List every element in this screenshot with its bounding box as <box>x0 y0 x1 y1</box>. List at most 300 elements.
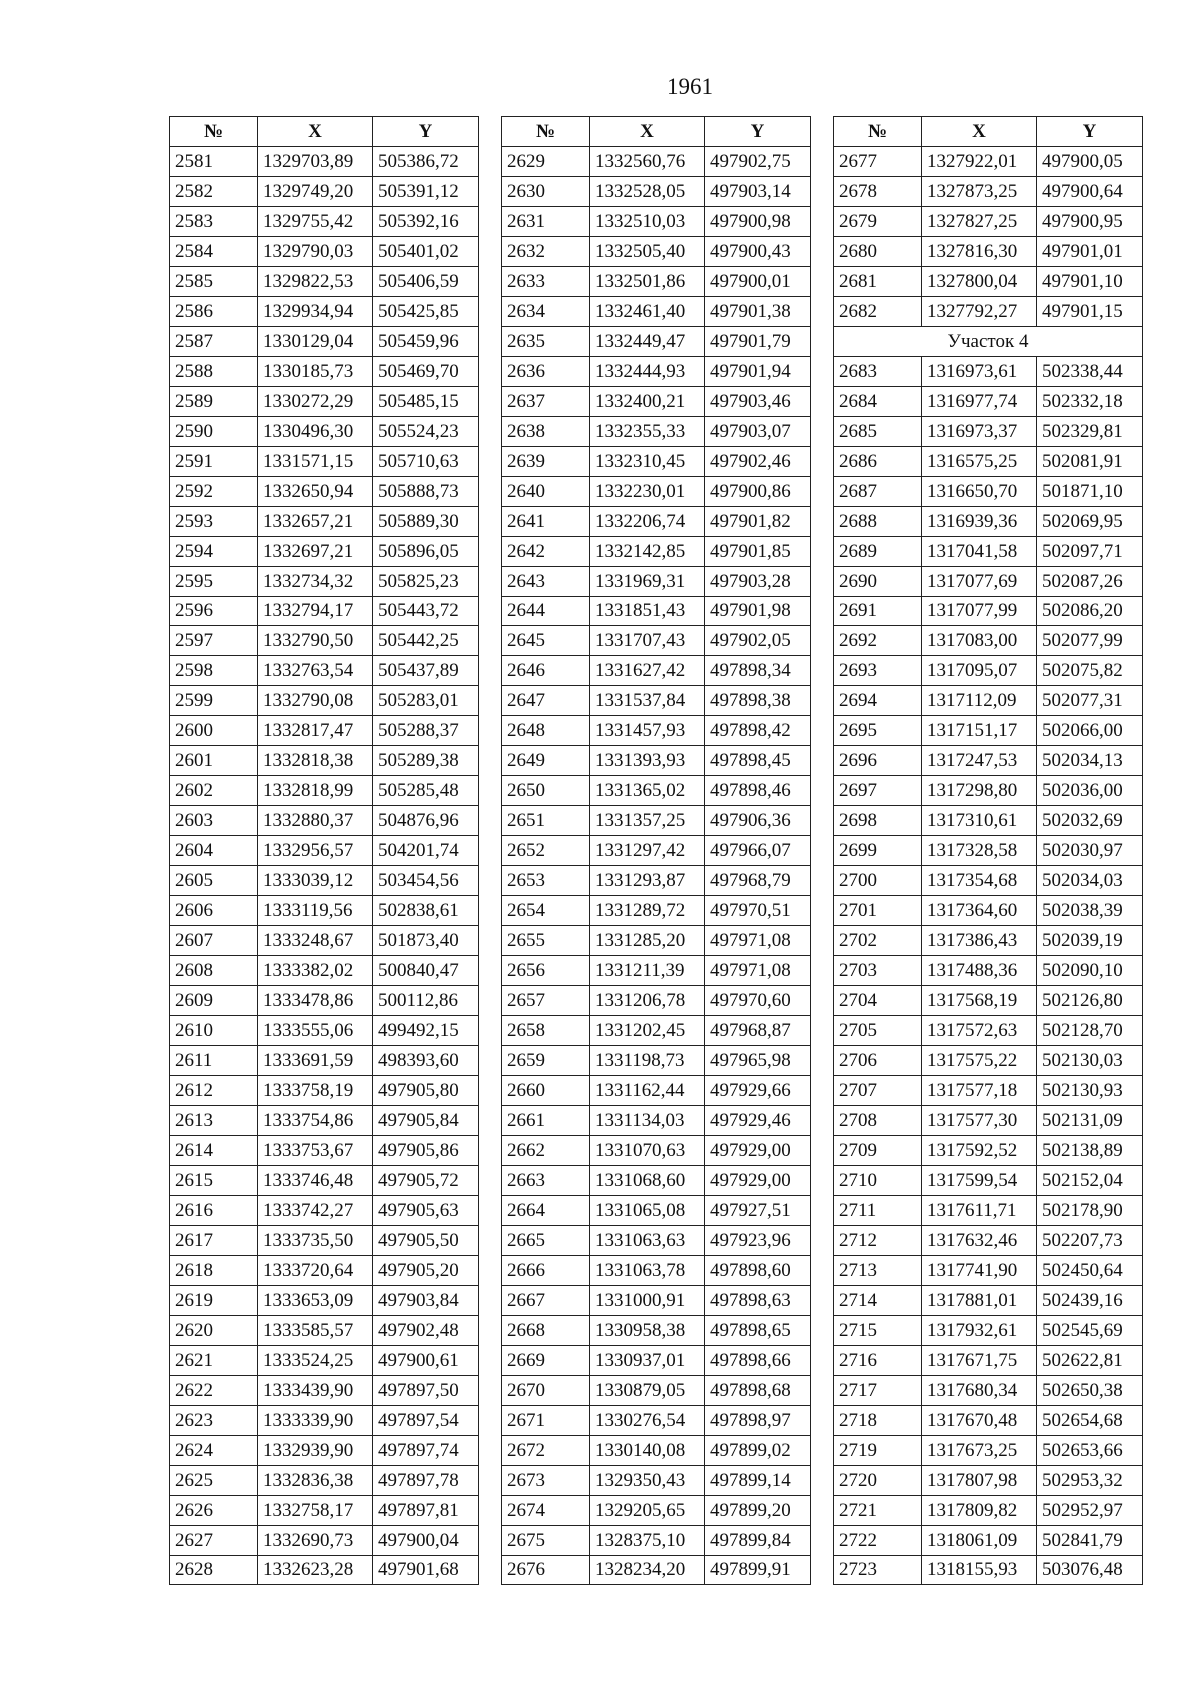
table-row <box>834 1016 1143 1046</box>
point-number: 2582 <box>170 176 258 206</box>
x-coordinate: 1317611,71 <box>922 1195 1037 1225</box>
point-number: 2632 <box>502 236 590 266</box>
y-coordinate: 497901,98 <box>705 596 811 626</box>
x-coordinate: 1332763,54 <box>258 656 373 686</box>
x-coordinate: 1331293,87 <box>590 866 705 896</box>
x-coordinate: 1332501,86 <box>590 266 705 296</box>
table-row <box>502 1345 811 1375</box>
point-number: 2710 <box>834 1165 922 1195</box>
x-coordinate: 1328234,20 <box>590 1555 705 1585</box>
point-number: 2691 <box>834 596 922 626</box>
y-coordinate: 497901,10 <box>1037 266 1143 296</box>
y-coordinate: 505425,85 <box>373 296 479 326</box>
y-coordinate: 505888,73 <box>373 476 479 506</box>
y-coordinate: 505391,12 <box>373 176 479 206</box>
table-row <box>170 446 479 476</box>
x-coordinate: 1330879,05 <box>590 1375 705 1405</box>
table-row <box>170 896 479 926</box>
x-coordinate: 1317488,36 <box>922 956 1037 986</box>
table-row <box>170 656 479 686</box>
x-coordinate: 1333524,25 <box>258 1345 373 1375</box>
table-row <box>834 1495 1143 1525</box>
x-coordinate: 1317673,25 <box>922 1435 1037 1465</box>
point-number: 2708 <box>834 1105 922 1135</box>
y-coordinate: 497903,28 <box>705 566 811 596</box>
y-coordinate: 502036,00 <box>1037 776 1143 806</box>
header-y: Y <box>373 117 479 147</box>
table-row <box>834 566 1143 596</box>
x-coordinate: 1331393,93 <box>590 746 705 776</box>
y-coordinate: 497929,66 <box>705 1076 811 1106</box>
point-number: 2651 <box>502 806 590 836</box>
table-row <box>170 1285 479 1315</box>
table-row <box>170 206 479 236</box>
y-coordinate: 505386,72 <box>373 146 479 176</box>
table-row <box>502 1375 811 1405</box>
point-number: 2675 <box>502 1525 590 1555</box>
x-coordinate: 1331206,78 <box>590 986 705 1016</box>
point-number: 2599 <box>170 686 258 716</box>
point-number: 2715 <box>834 1315 922 1345</box>
point-number: 2646 <box>502 656 590 686</box>
point-number: 2603 <box>170 806 258 836</box>
table-row <box>502 446 811 476</box>
y-coordinate: 502126,80 <box>1037 986 1143 1016</box>
x-coordinate: 1317670,48 <box>922 1405 1037 1435</box>
x-coordinate: 1316977,74 <box>922 386 1037 416</box>
y-coordinate: 497902,05 <box>705 626 811 656</box>
point-number: 2682 <box>834 296 922 326</box>
y-coordinate: 502653,66 <box>1037 1435 1143 1465</box>
point-number: 2587 <box>170 326 258 356</box>
point-number: 2649 <box>502 746 590 776</box>
point-number: 2689 <box>834 536 922 566</box>
y-coordinate: 497898,34 <box>705 656 811 686</box>
x-coordinate: 1317041,58 <box>922 536 1037 566</box>
y-coordinate: 497899,02 <box>705 1435 811 1465</box>
table-row <box>502 956 811 986</box>
x-coordinate: 1329350,43 <box>590 1465 705 1495</box>
table-row <box>834 806 1143 836</box>
table-row <box>834 266 1143 296</box>
x-coordinate: 1317310,61 <box>922 806 1037 836</box>
point-number: 2712 <box>834 1225 922 1255</box>
point-number: 2701 <box>834 896 922 926</box>
table-row <box>502 1555 811 1585</box>
y-coordinate: 497970,51 <box>705 896 811 926</box>
y-coordinate: 502034,03 <box>1037 866 1143 896</box>
y-coordinate: 497903,14 <box>705 176 811 206</box>
y-coordinate: 497900,04 <box>373 1525 479 1555</box>
point-number: 2666 <box>502 1255 590 1285</box>
x-coordinate: 1329822,53 <box>258 266 373 296</box>
y-coordinate: 502650,38 <box>1037 1375 1143 1405</box>
table-row <box>834 1195 1143 1225</box>
point-number: 2584 <box>170 236 258 266</box>
point-number: 2627 <box>170 1525 258 1555</box>
table-row <box>502 866 811 896</box>
y-coordinate: 497900,61 <box>373 1345 479 1375</box>
point-number: 2660 <box>502 1076 590 1106</box>
x-coordinate: 1331365,02 <box>590 776 705 806</box>
point-number: 2679 <box>834 206 922 236</box>
header-x: X <box>922 117 1037 147</box>
y-coordinate: 502077,99 <box>1037 626 1143 656</box>
x-coordinate: 1317083,00 <box>922 626 1037 656</box>
x-coordinate: 1329934,94 <box>258 296 373 326</box>
table-row <box>170 1016 479 1046</box>
x-coordinate: 1331357,25 <box>590 806 705 836</box>
table-row <box>170 566 479 596</box>
table-row <box>834 926 1143 956</box>
y-coordinate: 497898,68 <box>705 1375 811 1405</box>
header-number: № <box>170 117 258 147</box>
header-x: X <box>258 117 373 147</box>
y-coordinate: 505825,23 <box>373 566 479 596</box>
x-coordinate: 1331063,63 <box>590 1225 705 1255</box>
x-coordinate: 1331537,84 <box>590 686 705 716</box>
point-number: 2659 <box>502 1046 590 1076</box>
x-coordinate: 1332880,37 <box>258 806 373 836</box>
x-coordinate: 1331627,42 <box>590 656 705 686</box>
y-coordinate: 497899,20 <box>705 1495 811 1525</box>
y-coordinate: 502039,19 <box>1037 926 1143 956</box>
table-row <box>834 716 1143 746</box>
table-row <box>834 1076 1143 1106</box>
point-number: 2665 <box>502 1225 590 1255</box>
point-number: 2652 <box>502 836 590 866</box>
y-coordinate: 497897,78 <box>373 1465 479 1495</box>
point-number: 2640 <box>502 476 590 506</box>
point-number: 2583 <box>170 206 258 236</box>
point-number: 2650 <box>502 776 590 806</box>
point-number: 2656 <box>502 956 590 986</box>
x-coordinate: 1317671,75 <box>922 1345 1037 1375</box>
table-row <box>834 1315 1143 1345</box>
point-number: 2695 <box>834 716 922 746</box>
table-row <box>502 566 811 596</box>
y-coordinate: 497923,96 <box>705 1225 811 1255</box>
table-row <box>834 386 1143 416</box>
x-coordinate: 1332697,21 <box>258 536 373 566</box>
table-row <box>502 926 811 956</box>
x-coordinate: 1332758,17 <box>258 1495 373 1525</box>
table-row <box>502 146 811 176</box>
y-coordinate: 505283,01 <box>373 686 479 716</box>
point-number: 2704 <box>834 986 922 1016</box>
y-coordinate: 502128,70 <box>1037 1016 1143 1046</box>
y-coordinate: 505406,59 <box>373 266 479 296</box>
point-number: 2717 <box>834 1375 922 1405</box>
x-coordinate: 1331070,63 <box>590 1135 705 1165</box>
table-row <box>502 716 811 746</box>
point-number: 2629 <box>502 146 590 176</box>
table-row <box>502 776 811 806</box>
x-coordinate: 1317881,01 <box>922 1285 1037 1315</box>
point-number: 2719 <box>834 1435 922 1465</box>
point-number: 2625 <box>170 1465 258 1495</box>
table-row <box>502 476 811 506</box>
table-row <box>502 1105 811 1135</box>
table-row <box>170 1375 479 1405</box>
x-coordinate: 1332560,76 <box>590 146 705 176</box>
y-coordinate: 505710,63 <box>373 446 479 476</box>
y-coordinate: 497900,98 <box>705 206 811 236</box>
table-row <box>834 176 1143 206</box>
x-coordinate: 1317575,22 <box>922 1046 1037 1076</box>
point-number: 2711 <box>834 1195 922 1225</box>
y-coordinate: 502034,13 <box>1037 746 1143 776</box>
point-number: 2609 <box>170 986 258 1016</box>
point-number: 2707 <box>834 1076 922 1106</box>
table-row <box>170 746 479 776</box>
table-row <box>170 1195 479 1225</box>
point-number: 2677 <box>834 146 922 176</box>
table-row <box>834 1405 1143 1435</box>
point-number: 2624 <box>170 1435 258 1465</box>
x-coordinate: 1333720,64 <box>258 1255 373 1285</box>
y-coordinate: 497903,07 <box>705 416 811 446</box>
point-number: 2674 <box>502 1495 590 1525</box>
x-coordinate: 1333555,06 <box>258 1016 373 1046</box>
table-row <box>502 326 811 356</box>
point-number: 2601 <box>170 746 258 776</box>
x-coordinate: 1330937,01 <box>590 1345 705 1375</box>
table-row <box>170 806 479 836</box>
table-row <box>834 446 1143 476</box>
x-coordinate: 1331198,73 <box>590 1046 705 1076</box>
table-row <box>834 1255 1143 1285</box>
x-coordinate: 1316650,70 <box>922 476 1037 506</box>
y-coordinate: 505896,05 <box>373 536 479 566</box>
x-coordinate: 1330185,73 <box>258 356 373 386</box>
y-coordinate: 502130,03 <box>1037 1046 1143 1076</box>
y-coordinate: 502138,89 <box>1037 1135 1143 1165</box>
point-number: 2655 <box>502 926 590 956</box>
y-coordinate: 497902,48 <box>373 1315 479 1345</box>
point-number: 2619 <box>170 1285 258 1315</box>
point-number: 2612 <box>170 1076 258 1106</box>
x-coordinate: 1330496,30 <box>258 416 373 446</box>
table-row <box>170 386 479 416</box>
x-coordinate: 1332657,21 <box>258 506 373 536</box>
table-row <box>502 176 811 206</box>
x-coordinate: 1331289,72 <box>590 896 705 926</box>
x-coordinate: 1330140,08 <box>590 1435 705 1465</box>
table-row <box>170 1495 479 1525</box>
table-row <box>170 716 479 746</box>
table-row <box>502 836 811 866</box>
table-row <box>502 1285 811 1315</box>
y-coordinate: 497971,08 <box>705 926 811 956</box>
table-row <box>170 1525 479 1555</box>
table-row <box>502 1315 811 1345</box>
point-number: 2703 <box>834 956 922 986</box>
x-coordinate: 1333382,02 <box>258 956 373 986</box>
table-row <box>170 1435 479 1465</box>
y-coordinate: 497898,46 <box>705 776 811 806</box>
x-coordinate: 1331571,15 <box>258 446 373 476</box>
point-number: 2642 <box>502 536 590 566</box>
point-number: 2680 <box>834 236 922 266</box>
y-coordinate: 497929,00 <box>705 1135 811 1165</box>
y-coordinate: 497898,42 <box>705 716 811 746</box>
y-coordinate: 497897,74 <box>373 1435 479 1465</box>
point-number: 2700 <box>834 866 922 896</box>
y-coordinate: 505392,16 <box>373 206 479 236</box>
table-row <box>170 776 479 806</box>
y-coordinate: 497901,79 <box>705 326 811 356</box>
y-coordinate: 497898,97 <box>705 1405 811 1435</box>
y-coordinate: 502032,69 <box>1037 806 1143 836</box>
table-row <box>170 356 479 386</box>
x-coordinate: 1329749,20 <box>258 176 373 206</box>
x-coordinate: 1331285,20 <box>590 926 705 956</box>
y-coordinate: 497903,84 <box>373 1285 479 1315</box>
y-coordinate: 505288,37 <box>373 716 479 746</box>
point-number: 2616 <box>170 1195 258 1225</box>
table-row <box>834 236 1143 266</box>
y-coordinate: 505289,38 <box>373 746 479 776</box>
point-number: 2630 <box>502 176 590 206</box>
x-coordinate: 1331065,08 <box>590 1195 705 1225</box>
point-number: 2690 <box>834 566 922 596</box>
point-number: 2614 <box>170 1135 258 1165</box>
y-coordinate: 505443,72 <box>373 596 479 626</box>
y-coordinate: 497902,75 <box>705 146 811 176</box>
y-coordinate: 504201,74 <box>373 836 479 866</box>
y-coordinate: 497927,51 <box>705 1195 811 1225</box>
point-number: 2613 <box>170 1105 258 1135</box>
y-coordinate: 497901,15 <box>1037 296 1143 326</box>
point-number: 2673 <box>502 1465 590 1495</box>
y-coordinate: 497900,05 <box>1037 146 1143 176</box>
point-number: 2671 <box>502 1405 590 1435</box>
point-number: 2620 <box>170 1315 258 1345</box>
table-row <box>170 1315 479 1345</box>
table-row <box>834 896 1143 926</box>
table-row <box>834 1046 1143 1076</box>
table-row <box>170 326 479 356</box>
table-row <box>502 1225 811 1255</box>
table-row <box>834 1525 1143 1555</box>
table-row <box>170 416 479 446</box>
x-coordinate: 1316973,37 <box>922 416 1037 446</box>
y-coordinate: 503076,48 <box>1037 1555 1143 1585</box>
x-coordinate: 1332400,21 <box>590 386 705 416</box>
point-number: 2705 <box>834 1016 922 1046</box>
point-number: 2687 <box>834 476 922 506</box>
table-row <box>502 266 811 296</box>
point-number: 2706 <box>834 1046 922 1076</box>
y-coordinate: 502030,97 <box>1037 836 1143 866</box>
point-number: 2639 <box>502 446 590 476</box>
point-number: 2634 <box>502 296 590 326</box>
x-coordinate: 1332939,90 <box>258 1435 373 1465</box>
y-coordinate: 502075,82 <box>1037 656 1143 686</box>
y-coordinate: 497905,72 <box>373 1165 479 1195</box>
table-row <box>170 236 479 266</box>
point-number: 2662 <box>502 1135 590 1165</box>
point-number: 2585 <box>170 266 258 296</box>
x-coordinate: 1332690,73 <box>258 1525 373 1555</box>
y-coordinate: 502952,97 <box>1037 1495 1143 1525</box>
table-row <box>834 656 1143 686</box>
x-coordinate: 1332142,85 <box>590 536 705 566</box>
point-number: 2647 <box>502 686 590 716</box>
y-coordinate: 505442,25 <box>373 626 479 656</box>
y-coordinate: 497898,60 <box>705 1255 811 1285</box>
table-row <box>502 1405 811 1435</box>
y-coordinate: 497900,86 <box>705 476 811 506</box>
table-row <box>170 866 479 896</box>
table-row <box>170 1105 479 1135</box>
y-coordinate: 501873,40 <box>373 926 479 956</box>
x-coordinate: 1317112,09 <box>922 686 1037 716</box>
table-row <box>170 956 479 986</box>
y-coordinate: 497905,20 <box>373 1255 479 1285</box>
point-number: 2685 <box>834 416 922 446</box>
y-coordinate: 497898,45 <box>705 746 811 776</box>
x-coordinate: 1317328,58 <box>922 836 1037 866</box>
y-coordinate: 497901,01 <box>1037 236 1143 266</box>
table-row <box>834 836 1143 866</box>
table-row <box>834 1135 1143 1165</box>
y-coordinate: 502953,32 <box>1037 1465 1143 1495</box>
x-coordinate: 1332623,28 <box>258 1555 373 1585</box>
point-number: 2672 <box>502 1435 590 1465</box>
point-number: 2702 <box>834 926 922 956</box>
y-coordinate: 502329,81 <box>1037 416 1143 446</box>
y-coordinate: 497899,14 <box>705 1465 811 1495</box>
x-coordinate: 1316973,61 <box>922 356 1037 386</box>
y-coordinate: 502439,16 <box>1037 1285 1143 1315</box>
x-coordinate: 1333742,27 <box>258 1195 373 1225</box>
x-coordinate: 1317247,53 <box>922 746 1037 776</box>
table-row <box>502 1495 811 1525</box>
point-number: 2593 <box>170 506 258 536</box>
section-label: Участок 4 <box>834 326 1143 356</box>
header-row <box>502 117 811 147</box>
x-coordinate: 1317354,68 <box>922 866 1037 896</box>
point-number: 2617 <box>170 1225 258 1255</box>
x-coordinate: 1317809,82 <box>922 1495 1037 1525</box>
table-row <box>170 1555 479 1585</box>
point-number: 2658 <box>502 1016 590 1046</box>
x-coordinate: 1317680,34 <box>922 1375 1037 1405</box>
x-coordinate: 1333754,86 <box>258 1105 373 1135</box>
table-row <box>170 926 479 956</box>
x-coordinate: 1317077,69 <box>922 566 1037 596</box>
point-number: 2718 <box>834 1405 922 1435</box>
x-coordinate: 1332956,57 <box>258 836 373 866</box>
table-row <box>170 1135 479 1165</box>
point-number: 2623 <box>170 1405 258 1435</box>
table-row <box>834 1435 1143 1465</box>
y-coordinate: 502077,31 <box>1037 686 1143 716</box>
y-coordinate: 502038,39 <box>1037 896 1143 926</box>
point-number: 2608 <box>170 956 258 986</box>
x-coordinate: 1331000,91 <box>590 1285 705 1315</box>
point-number: 2657 <box>502 986 590 1016</box>
x-coordinate: 1318155,93 <box>922 1555 1037 1585</box>
y-coordinate: 497898,65 <box>705 1315 811 1345</box>
table-row <box>170 146 479 176</box>
y-coordinate: 497900,01 <box>705 266 811 296</box>
table-row <box>502 1465 811 1495</box>
x-coordinate: 1333339,90 <box>258 1405 373 1435</box>
y-coordinate: 497898,66 <box>705 1345 811 1375</box>
